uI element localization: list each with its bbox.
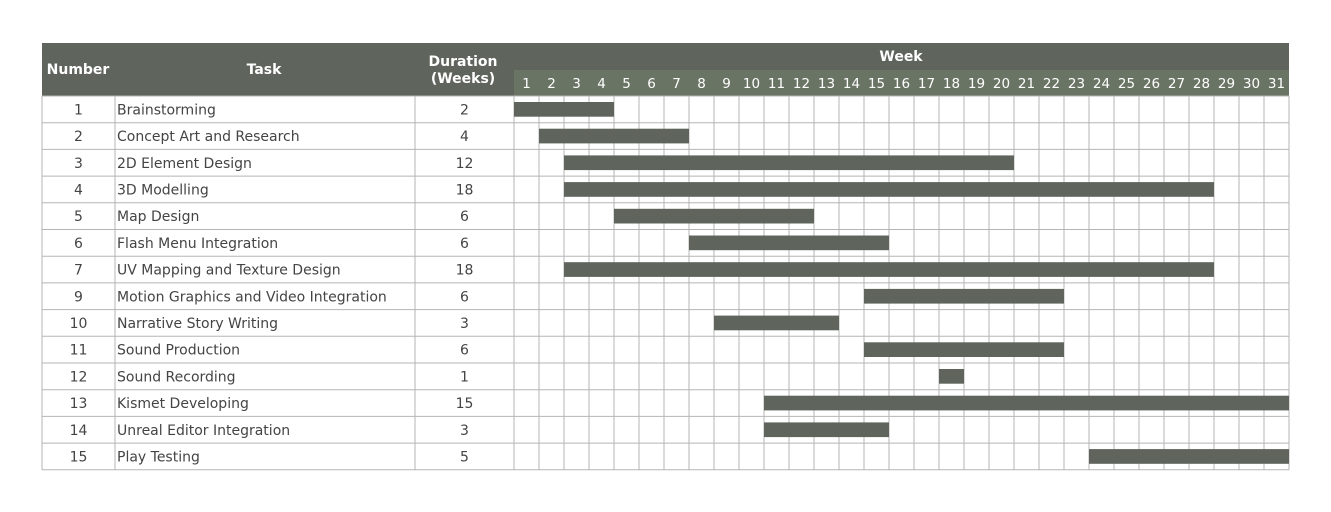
task-duration: 18: [455, 182, 474, 199]
task-number: 2: [74, 129, 83, 146]
header-duration: Duration: [428, 54, 498, 70]
task-name: Sound Recording: [117, 369, 236, 386]
week-label: 13: [817, 76, 836, 92]
task-bar: [764, 396, 1289, 411]
week-label: 21: [1017, 76, 1036, 92]
week-label: 28: [1192, 76, 1211, 92]
task-name: Kismet Developing: [117, 396, 249, 413]
week-label: 10: [742, 76, 761, 92]
week-label: 3: [572, 76, 581, 92]
task-duration: 18: [455, 262, 474, 279]
week-label: 15: [867, 76, 886, 92]
task-bar: [614, 209, 814, 224]
week-label: 8: [697, 76, 706, 92]
task-name: Concept Art and Research: [117, 129, 300, 146]
week-label: 9: [722, 76, 731, 92]
week-label: 20: [992, 76, 1011, 92]
task-bar: [864, 289, 1064, 304]
task-duration: 6: [460, 342, 469, 359]
task-name: Narrative Story Writing: [117, 315, 279, 332]
task-bar: [714, 316, 839, 331]
task-number: 13: [69, 396, 88, 413]
week-label: 27: [1167, 76, 1186, 92]
task-duration: 4: [460, 129, 469, 146]
task-duration: 6: [460, 235, 469, 252]
task-duration: 5: [460, 449, 469, 466]
task-duration: 12: [455, 155, 474, 172]
task-name: 3D Modelling: [117, 182, 209, 199]
week-label: 12: [792, 76, 811, 92]
week-label: 19: [967, 76, 986, 92]
task-bar: [1089, 449, 1289, 464]
week-label: 17: [917, 76, 936, 92]
week-label: 1: [522, 76, 531, 92]
task-number: 11: [69, 342, 88, 359]
task-bar: [539, 129, 689, 144]
task-name: Flash Menu Integration: [117, 235, 279, 252]
week-label: 14: [842, 76, 861, 92]
task-number: 12: [69, 369, 88, 386]
week-label: 7: [672, 76, 681, 92]
task-duration: 15: [455, 396, 474, 413]
task-name: UV Mapping and Texture Design: [117, 262, 341, 279]
task-name: Map Design: [117, 209, 200, 226]
task-duration: 6: [460, 289, 469, 306]
task-bar: [689, 236, 889, 251]
task-duration: 6: [460, 209, 469, 226]
week-label: 25: [1117, 76, 1136, 92]
task-number: 10: [69, 315, 88, 332]
header-task: Task: [246, 62, 282, 78]
task-number: 1: [74, 102, 83, 119]
task-bar: [564, 262, 1214, 277]
task-rows: [70, 102, 474, 465]
header-duration-unit: (Weeks): [430, 71, 496, 87]
week-label: 6: [647, 76, 656, 92]
week-label: 31: [1267, 76, 1286, 92]
header-number: Number: [46, 62, 110, 78]
task-bar: [864, 342, 1064, 357]
week-label: 11: [767, 76, 786, 92]
task-name: 2D Element Design: [117, 155, 252, 172]
task-number: 6: [74, 235, 83, 252]
task-bar: [764, 422, 889, 437]
task-name: Motion Graphics and Video Integration: [117, 289, 387, 306]
week-label: 16: [892, 76, 911, 92]
task-number: 3: [74, 155, 83, 172]
task-name: Brainstorming: [117, 102, 216, 119]
task-number: 4: [74, 182, 83, 199]
week-label: 23: [1067, 76, 1086, 92]
task-bar: [939, 369, 964, 384]
task-number: 15: [69, 449, 88, 466]
week-label: 29: [1217, 76, 1236, 92]
header-week: Week: [879, 49, 923, 65]
task-number: 5: [74, 209, 83, 226]
week-label: 26: [1142, 76, 1161, 92]
week-label: 30: [1242, 76, 1261, 92]
task-bar: [514, 102, 614, 117]
task-duration: 3: [460, 315, 469, 332]
task-number: 9: [74, 289, 83, 306]
task-duration: 2: [460, 102, 469, 119]
task-number: 7: [74, 262, 83, 279]
week-label: 5: [622, 76, 631, 92]
week-label: 24: [1092, 76, 1111, 92]
task-duration: 1: [460, 369, 469, 386]
task-number: 14: [69, 422, 88, 439]
week-label: 4: [597, 76, 606, 92]
week-label: 18: [942, 76, 961, 92]
task-name: Sound Production: [117, 342, 241, 359]
task-duration: 3: [460, 422, 469, 439]
task-name: Unreal Editor Integration: [117, 422, 291, 439]
task-bar: [564, 182, 1214, 197]
grid: [42, 96, 1289, 470]
task-name: Play Testing: [117, 449, 200, 466]
week-label: 22: [1042, 76, 1061, 92]
week-label: 2: [547, 76, 556, 92]
task-bar: [564, 155, 1014, 170]
